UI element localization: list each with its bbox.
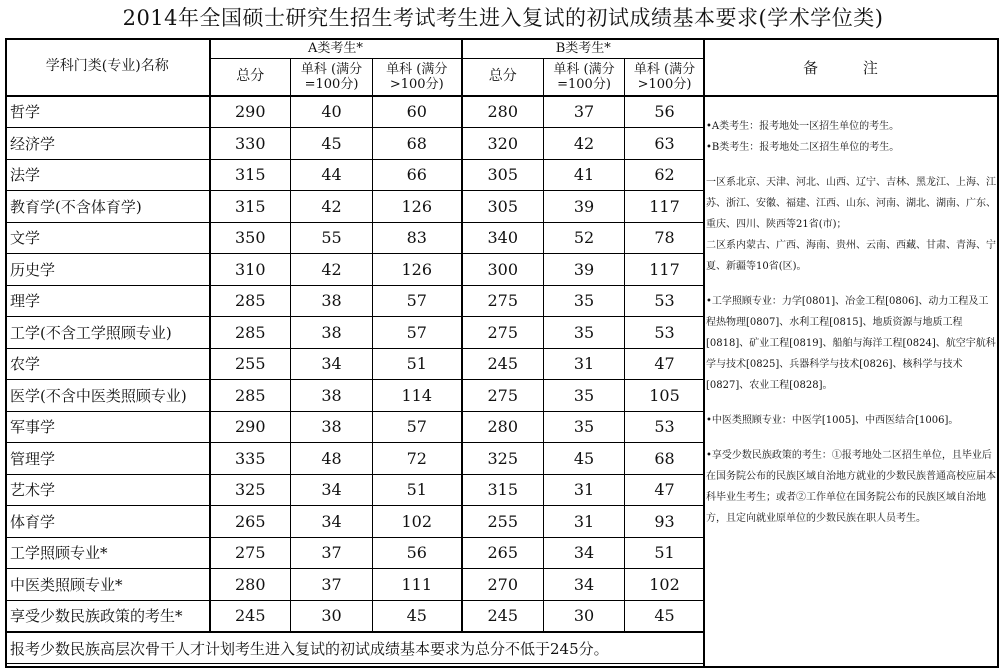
b-s2-cell: 53 [625,411,705,443]
subject-name: 哲学 [6,96,210,128]
subject-name: 医学(不含中医类照顾专业) [6,380,210,412]
b-s2-cell: 105 [625,380,705,412]
b-single-le100-header: 单科 (满分=100分) [544,59,625,96]
b-s1-cell: 31 [544,506,625,538]
a-s1-cell: 38 [291,380,373,412]
a-s1-cell: 38 [291,285,373,317]
subject-name: 体育学 [6,506,210,538]
b-total-cell: 275 [462,285,544,317]
subject-name: 文学 [6,222,210,254]
a-s1-cell: 48 [291,443,373,475]
a-total-cell: 255 [210,348,291,380]
b-s2-cell: 47 [625,348,705,380]
b-total-cell: 280 [462,411,544,443]
a-s2-cell: 51 [373,348,462,380]
a-s1-cell: 34 [291,506,373,538]
a-s2-cell: 68 [373,128,462,160]
a-s1-cell: 30 [291,600,373,632]
b-total-cell: 245 [462,348,544,380]
b-s1-cell: 34 [544,569,625,601]
subject-name: 艺术学 [6,474,210,506]
subject-name: 管理学 [6,443,210,475]
b-total-cell: 300 [462,254,544,286]
a-s1-cell: 38 [291,317,373,349]
b-s1-cell: 31 [544,348,625,380]
group-a-header: A类考生* [210,39,462,59]
a-s1-cell: 45 [291,128,373,160]
note-line: •享受少数民族政策的考生：①报考地处二区招生单位，且毕业后在国务院公布的民族区域自治地方就业的少数民族普通高校应届本科毕业生考生；或者②工作单位在国务院公布的民族区域自治地方，且定向就业原单位的少数民族在职人员考生。 [706,450,996,524]
b-s2-cell: 62 [625,159,705,191]
a-single-le100-header: 单科 (满分=100分) [291,59,373,96]
a-total-cell: 275 [210,537,291,569]
a-total-cell: 315 [210,191,291,223]
a-s1-cell: 37 [291,569,373,601]
b-total-cell: 255 [462,506,544,538]
subject-name: 法学 [6,159,210,191]
b-s2-cell: 93 [625,506,705,538]
page-title: 2014年全国硕士研究生招生考试考生进入复试的初试成绩基本要求(学术学位类) [122,6,884,30]
a-s1-cell: 55 [291,222,373,254]
b-total-header: 总分 [462,59,544,96]
note-line: •B类考生：报考地处二区招生单位的考生。 [706,142,900,153]
b-s1-cell: 35 [544,411,625,443]
b-s2-cell: 45 [625,600,705,632]
a-s1-cell: 40 [291,96,373,128]
subject-name: 工学(不含工学照顾专业) [6,317,210,349]
b-total-cell: 270 [462,569,544,601]
b-s1-cell: 30 [544,600,625,632]
b-total-cell: 325 [462,443,544,475]
a-s2-cell: 66 [373,159,462,191]
a-s1-cell: 34 [291,348,373,380]
subject-header: 学科门类(专业)名称 [6,39,210,96]
a-s1-cell: 37 [291,537,373,569]
a-s1-cell: 38 [291,411,373,443]
a-total-cell: 335 [210,443,291,475]
b-total-cell: 305 [462,191,544,223]
subject-name: 理学 [6,285,210,317]
b-total-cell: 275 [462,317,544,349]
b-s1-cell: 34 [544,537,625,569]
a-s2-cell: 57 [373,411,462,443]
subject-name: 历史学 [6,254,210,286]
subject-name: 军事学 [6,411,210,443]
a-total-cell: 330 [210,128,291,160]
subject-name: 工学照顾专业* [6,537,210,569]
b-s2-cell: 51 [625,537,705,569]
b-s2-cell: 56 [625,96,705,128]
a-total-cell: 350 [210,222,291,254]
a-s2-cell: 57 [373,285,462,317]
b-total-cell: 340 [462,222,544,254]
subject-name: 农学 [6,348,210,380]
b-total-cell: 265 [462,537,544,569]
a-total-cell: 290 [210,411,291,443]
a-s2-cell: 56 [373,537,462,569]
b-s1-cell: 37 [544,96,625,128]
note-line: •A类考生：报考地处一区招生单位的考生。 [706,121,900,132]
b-s1-cell: 39 [544,254,625,286]
a-s2-cell: 114 [373,380,462,412]
a-total-cell: 285 [210,380,291,412]
table-frame [5,38,999,668]
a-total-cell: 315 [210,159,291,191]
a-s2-cell: 102 [373,506,462,538]
subject-name: 教育学(不含体育学) [6,191,210,223]
b-s2-cell: 117 [625,254,705,286]
a-s1-cell: 44 [291,159,373,191]
b-total-cell: 305 [462,159,544,191]
a-s1-cell: 42 [291,191,373,223]
a-total-cell: 325 [210,474,291,506]
note-line: 二区系内蒙古、广西、海南、贵州、云南、西藏、甘肃、青海、宁夏、新疆等10省(区)。 [706,240,996,272]
a-total-cell: 310 [210,254,291,286]
a-s2-cell: 60 [373,96,462,128]
b-s2-cell: 117 [625,191,705,223]
b-total-cell: 245 [462,600,544,632]
a-total-cell: 280 [210,569,291,601]
b-total-cell: 315 [462,474,544,506]
a-s2-cell: 45 [373,600,462,632]
b-s1-cell: 35 [544,317,625,349]
b-s1-cell: 35 [544,380,625,412]
group-b-header: B类考生* [462,39,705,59]
a-total-cell: 265 [210,506,291,538]
b-s1-cell: 35 [544,285,625,317]
note-line: •中医类照顾专业：中医学[1005]、中西医结合[1006]。 [706,415,959,426]
a-s2-cell: 126 [373,254,462,286]
a-total-header: 总分 [210,59,291,96]
a-total-cell: 245 [210,600,291,632]
notes-header: 备 注 [704,40,997,97]
b-s2-cell: 63 [625,128,705,160]
a-s2-cell: 51 [373,474,462,506]
b-s1-cell: 41 [544,159,625,191]
b-single-gt100-header: 单科 (满分>100分) [625,59,705,96]
a-s2-cell: 126 [373,191,462,223]
subject-name: 中医类照顾专业* [6,569,210,601]
b-s1-cell: 45 [544,443,625,475]
b-s2-cell: 68 [625,443,705,475]
a-total-cell: 285 [210,285,291,317]
b-total-cell: 275 [462,380,544,412]
b-s2-cell: 47 [625,474,705,506]
b-s2-cell: 78 [625,222,705,254]
subject-name: 经济学 [6,128,210,160]
a-s2-cell: 72 [373,443,462,475]
b-total-cell: 280 [462,96,544,128]
b-total-cell: 320 [462,128,544,160]
footer-note: 报考少数民族高层次骨干人才计划考生进入复试的初试成绩基本要求为总分不低于245分。 [6,632,705,664]
b-s2-cell: 102 [625,569,705,601]
a-s1-cell: 34 [291,474,373,506]
a-s1-cell: 42 [291,254,373,286]
b-s2-cell: 53 [625,317,705,349]
subject-name: 享受少数民族政策的考生* [6,600,210,632]
a-total-cell: 290 [210,96,291,128]
b-s2-cell: 53 [625,285,705,317]
a-single-gt100-header: 单科 (满分>100分) [373,59,462,96]
a-total-cell: 285 [210,317,291,349]
b-s1-cell: 42 [544,128,625,160]
b-s1-cell: 52 [544,222,625,254]
note-line: •工学照顾专业：力学[0801]、冶金工程[0806]、动力工程及工程热物理[0807]、水利工程[0815]、地质资源与地质工程[0818]、矿业工程[0819]、船舶与海洋工程[0824]、航空宇航科学与技术[0825]、兵器科学与技术[0826]、核科学与技术[0827]、农业工程[0828]。 [706,296,996,391]
a-s2-cell: 83 [373,222,462,254]
a-s2-cell: 111 [373,569,462,601]
note-line: 一区系北京、天津、河北、山西、辽宁、吉林、黑龙江、上海、江苏、浙江、安徽、福建、江西、山东、河南、湖北、湖南、广东、重庆、四川、陕西等21省(市)； [706,177,996,230]
a-s2-cell: 57 [373,317,462,349]
b-s1-cell: 39 [544,191,625,223]
b-s1-cell: 31 [544,474,625,506]
